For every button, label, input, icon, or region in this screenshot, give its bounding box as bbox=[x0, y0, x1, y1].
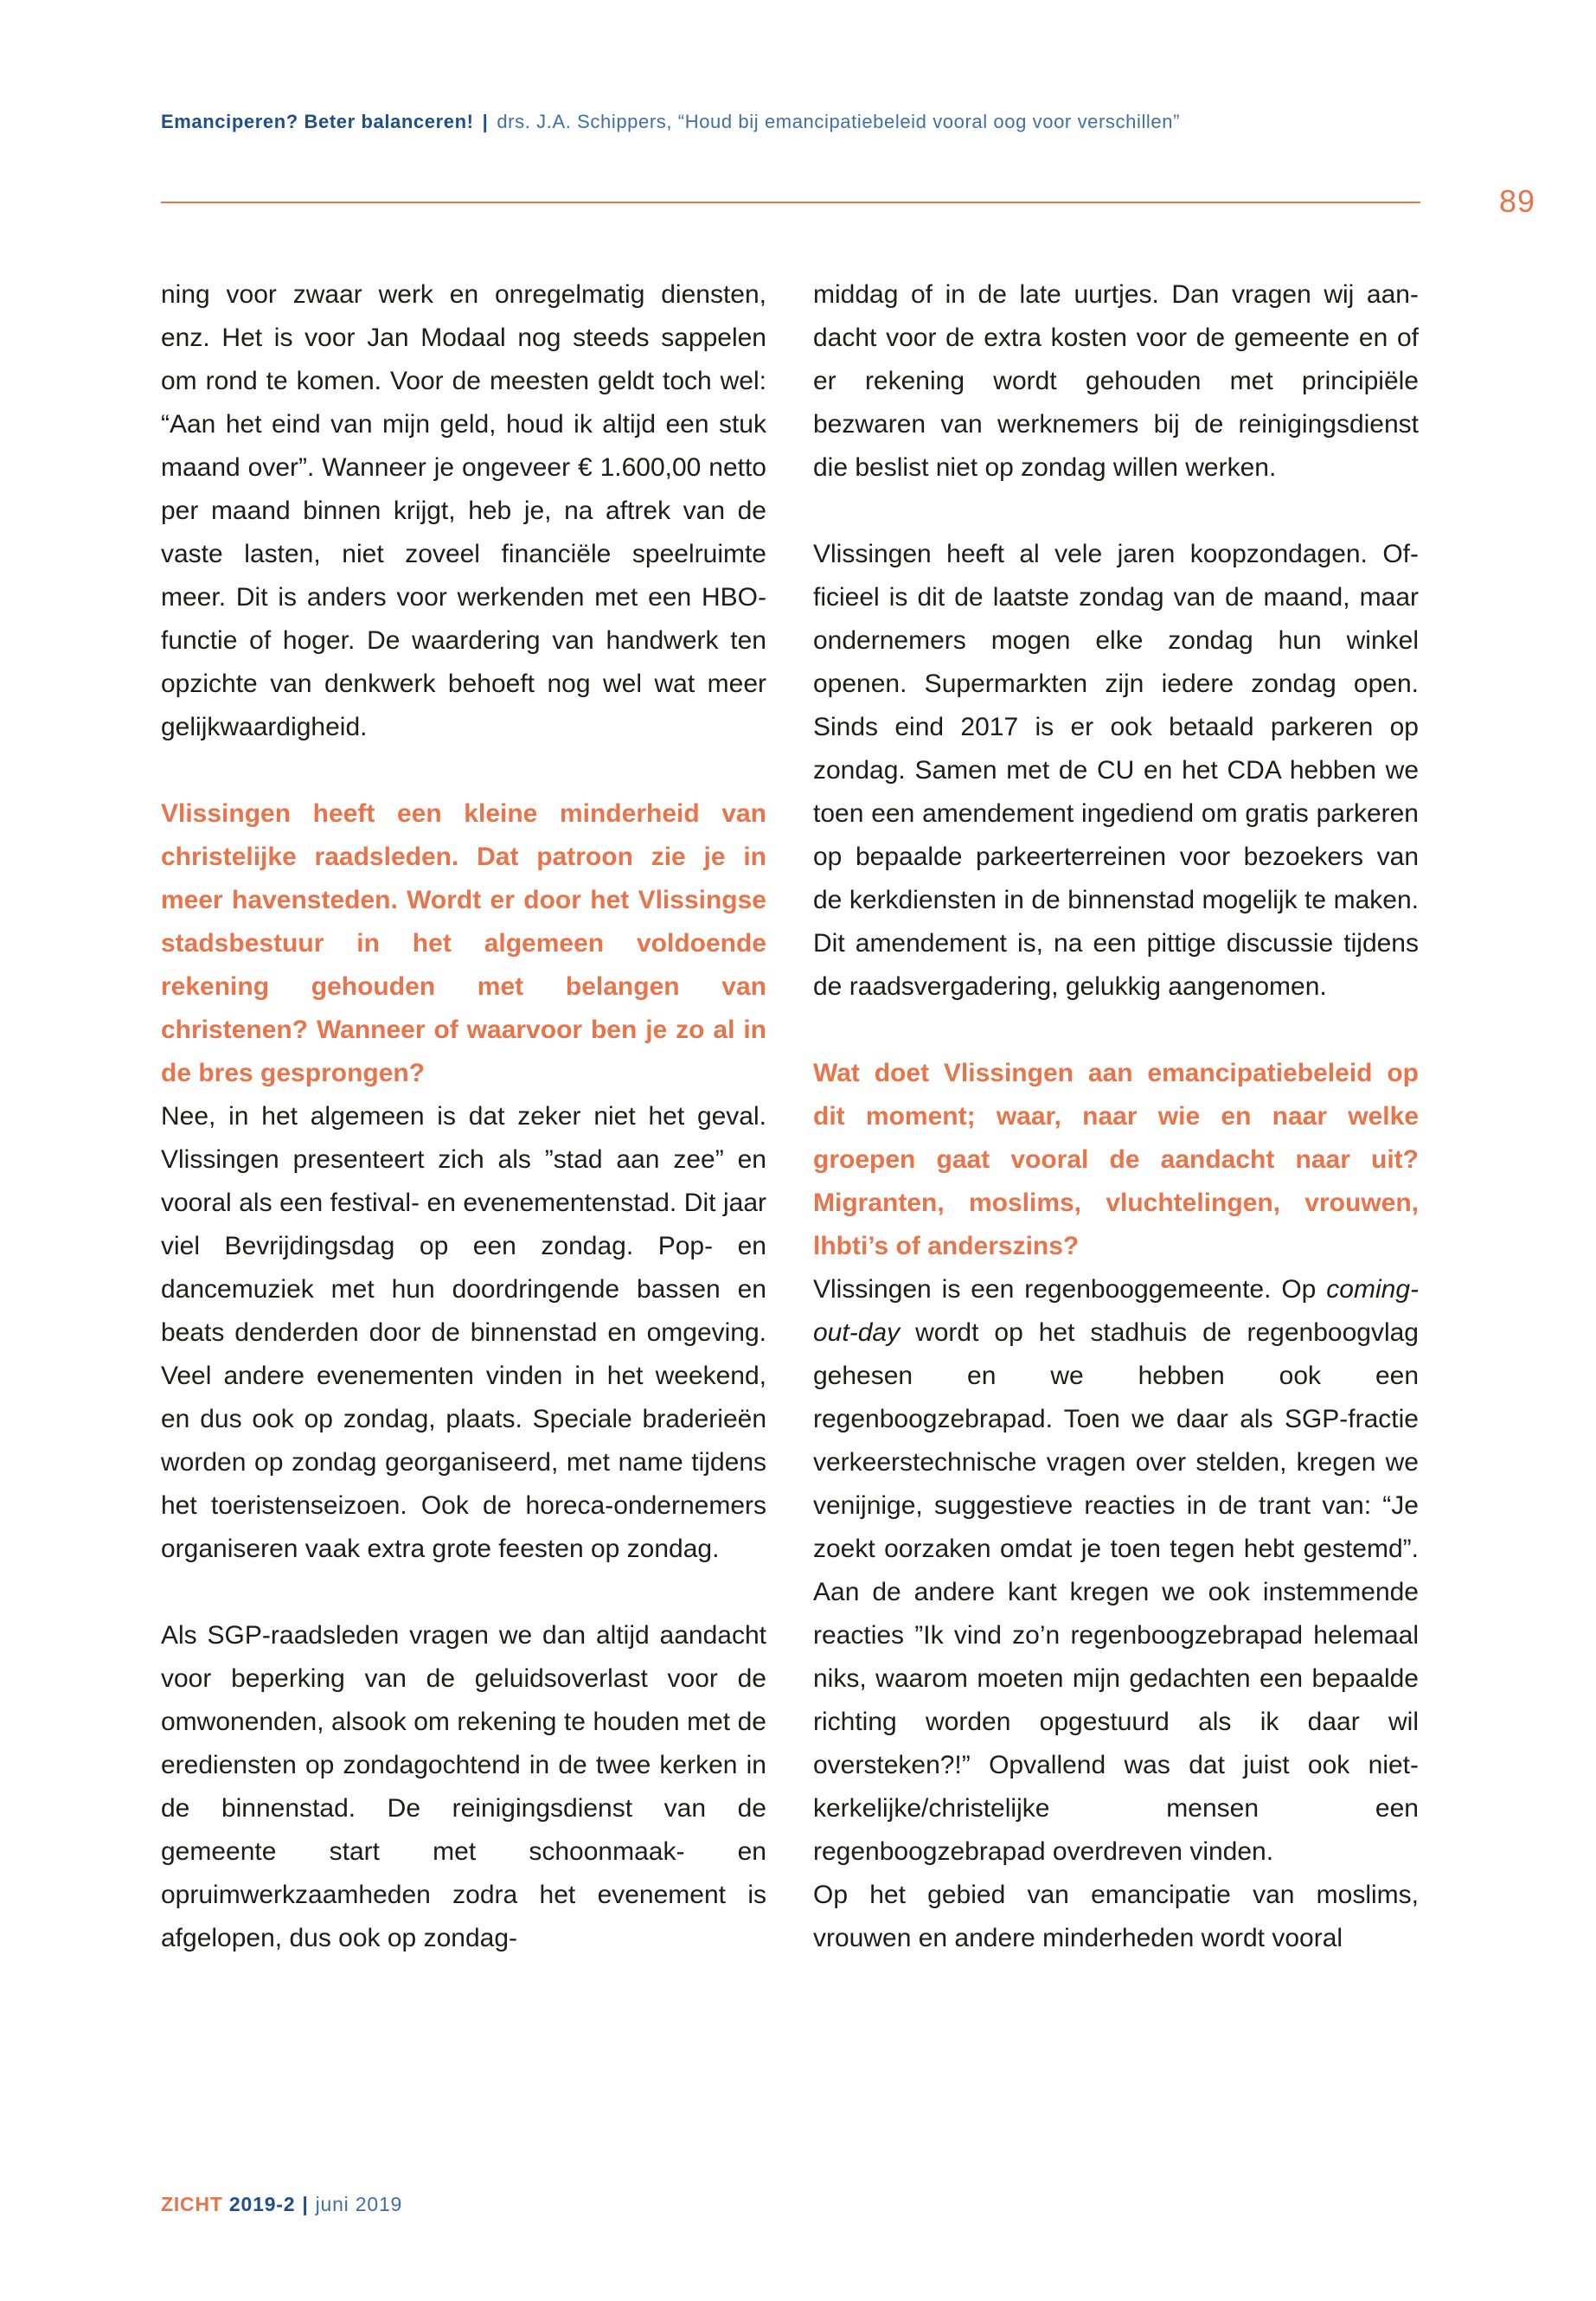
left-paragraph-3: Als SGP-raadsleden vragen we dan altijd aandacht voor beperking van de geluidsoverlast voor de omwonenden, alsook om rekening te houden met de erediensten op zondagochtend in de twee kerken in de binnenstad. De reinigingsdienst van de gemeente start met schoonmaak- en opruimwerkzaamheden zodra het evenement is afgelopen, dus ook op zondag- bbox=[161, 1621, 766, 1952]
interview-question-2: Wat doet Vlissingen aan emancipatiebeleid op dit moment; waar, naar wie en naar welke groepen gaat vooral de aandacht naar uit? Migranten, moslims, vluchtelingen, vrouwen, lhbti’s of anderszins? bbox=[813, 1059, 1419, 1260]
right-paragraph-3 bbox=[813, 1268, 1419, 1874]
coming-out-day-italic: coming-out-day bbox=[813, 1275, 1419, 1347]
right-paragraph-1: middag of in de late uurtjes. Dan vragen wij aandacht voor de extra kosten voor de gemeente en of er rekening wordt gehouden met principiële bezwaren van werknemers bij de reinigingsdienst die beslist niet op zondag willen werken. bbox=[813, 280, 1419, 482]
footer-date: juni 2019 bbox=[315, 2193, 403, 2215]
header-title: Emanciperen? Beter balanceren! bbox=[161, 111, 474, 132]
footer-separator: | bbox=[302, 2193, 309, 2215]
header-subtitle: drs. J.A. Schippers, “Houd bij emancipatiebeleid vooral oog voor verschillen” bbox=[497, 111, 1181, 132]
left-paragraph-1: ning voor zwaar werk en onregelmatig diensten, enz. Het is voor Jan Modaal nog steeds sappelen om rond te komen. Voor de meesten geldt toch wel: “Aan het eind van mijn geld, houd ik altijd een stuk maand over”. Wanneer je ongeveer € 1.600,00 netto per maand binnen krijgt, heb je, na aftrek van de vaste lasten, niet zoveel financiële speelruimte meer. Dit is anders voor werkenden met een HBO-functie of hoger. De waardering van handwerk ten opzichte van denkwerk behoeft nog wel wat meer gelijkwaardigheid. bbox=[161, 280, 766, 741]
running-header bbox=[161, 111, 1424, 133]
page-number: 89 bbox=[1498, 183, 1535, 219]
footer-issue: 2019-2 bbox=[228, 2193, 296, 2215]
header-rule bbox=[161, 202, 1420, 203]
right-paragraph-3-start: Vlissingen is een regenbooggemeente. Op bbox=[813, 1275, 1317, 1304]
right-paragraph-3-rest: wordt op het stadhuis de regenboogvlag gehesen en we hebben ook een regenboogzebrapad. Toen we daar als SGP-fractie verkeerstechnische vragen over stelden, kregen we venijnige, suggestieve reacties in de trant van: “Je zoekt oorzaken omdat je toen tegen hebt gestemd”. Aan de andere kant kregen we ook instemmende reacties ”Ik vind zo’n regenboogzebrapad helemaal niks, waarom moeten mijn gedachten een bepaalde richting worden opgestuurd als ik daar wil oversteken?!” Opvallend was dat juist ook niet-kerkelijke/christelijke mensen een regenboogzebrapad overdreven vinden. bbox=[813, 1318, 1419, 1866]
footer-magazine: ZICHT bbox=[161, 2193, 223, 2215]
right-paragraph-4: Op het gebied van emancipatie van moslims, vrouwen en andere minderheden wordt vooral bbox=[813, 1881, 1419, 1952]
left-column bbox=[161, 273, 766, 1960]
footer bbox=[161, 2193, 402, 2216]
right-column bbox=[813, 273, 1419, 1960]
interview-question-1: Vlissingen heeft een kleine minderheid van christelijke raadsleden. Dat patroon zie je in meer havensteden. Wordt er door het Vlissingse stadsbestuur in het algemeen voldoende rekening gehouden met belangen van christenen? Wanneer of waarvoor ben je zo al in de bres gesprongen? bbox=[161, 799, 766, 1087]
right-paragraph-2: Vlissingen heeft al vele jaren koopzondagen. Officieel is dit de laatste zondag van de maand, maar ondernemers mogen elke zondag hun winkel openen. Supermarkten zijn iedere zondag open. Sinds eind 2017 is er ook betaald parkeren op zondag. Samen met de CU en het CDA hebben we toen een amendement ingediend om gratis parkeren op bepaalde parkeerterreinen voor bezoekers van de kerkdiensten in de binnenstad mogelijk te maken. Dit amendement is, na een pittige discussie tijdens de raadsvergadering, gelukkig aangenomen. bbox=[813, 540, 1419, 1001]
header-separator: | bbox=[482, 111, 489, 132]
left-paragraph-2: Nee, in het algemeen is dat zeker niet het geval. Vlissingen presenteert zich als ”stad aan zee” en vooral als een festival- en evenementenstad. Dit jaar viel Bevrijdingsdag op een zondag. Pop- en dancemuziek met hun doordringende bassen en beats denderden door de binnenstad en omgeving. Veel andere evenementen vinden in het weekend, en dus ook op zondag, plaats. Speciale braderieën worden op zondag georganiseerd, met name tijdens het toeristenseizoen. Ook de horeca-ondernemers organiseren vaak extra grote feesten op zondag. bbox=[161, 1102, 766, 1563]
